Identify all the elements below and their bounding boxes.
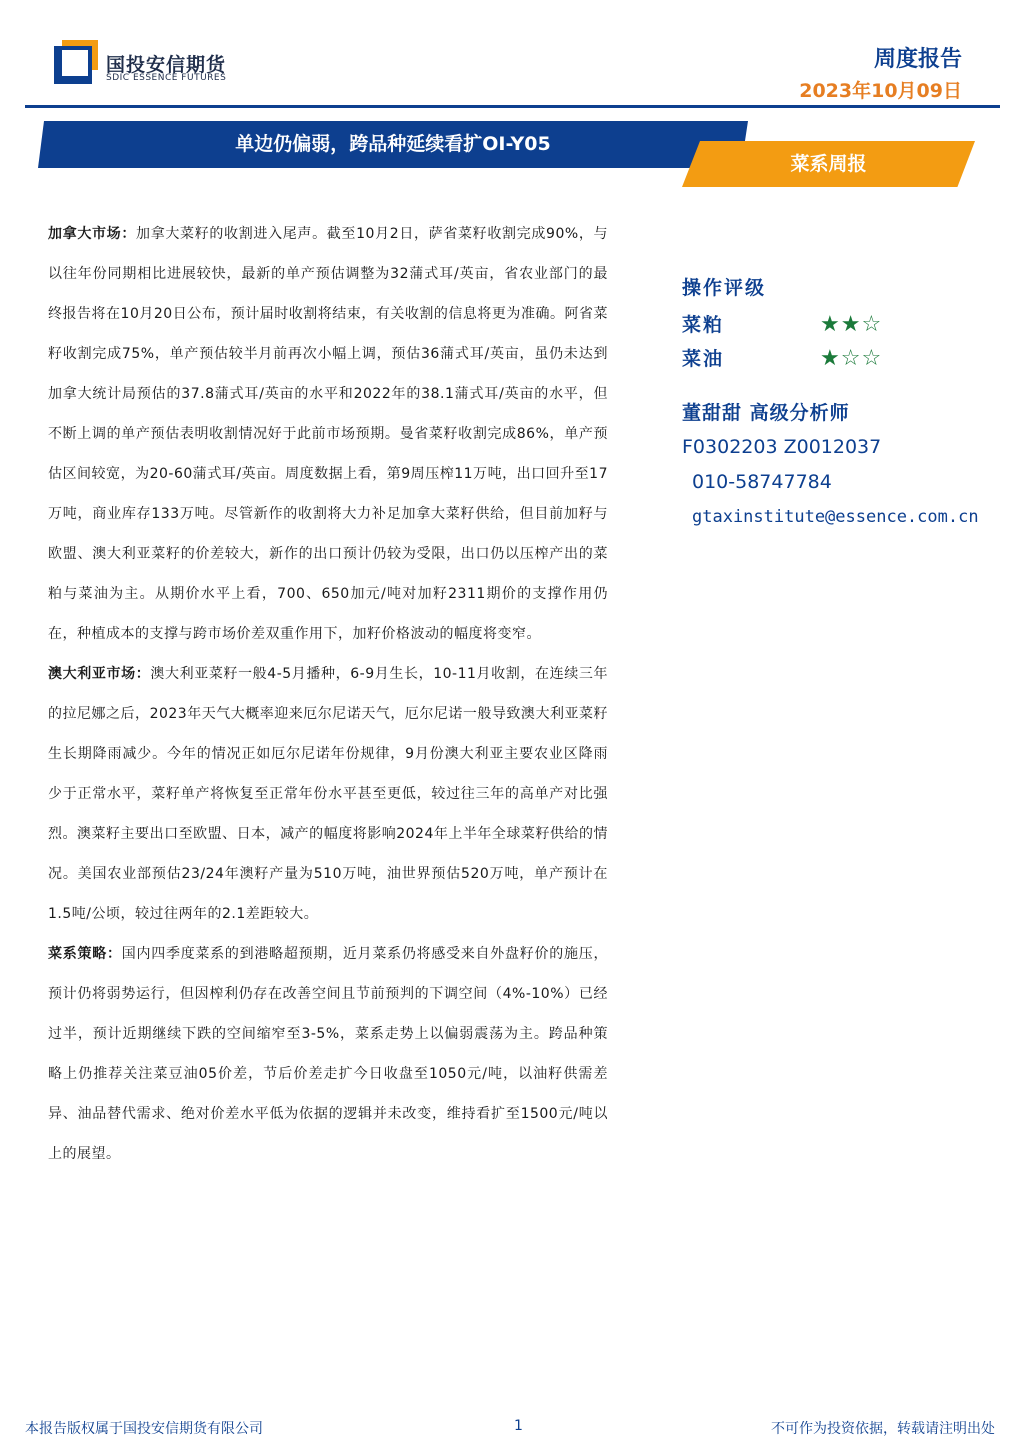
company-name-en: SDIC ESSENCE FUTURES	[106, 73, 227, 83]
paragraph-text: 国内四季度菜系的到港略超预期，近月菜系仍将感受来自外盘籽价的施压，预计仍将弱势运行，但因榨利仍存在改善空间且节前预判的下调空间（4%-10%）已经过半，预计近期继续下跌的空间缩窄至3-5%，菜系走势上以偏弱震荡为主。跨品种策略上仍推荐关注菜豆油05价差，节后价差走扩今日收盘至1050元/吨，以油籽供需差异、油品替代需求、绝对价差水平低为依据的逻辑并未改变，维持看扩至1500元/吨以上的展望。	[48, 946, 609, 1162]
footer-disclaimer: 不可作为投资依据，转载请注明出处	[771, 1421, 995, 1437]
rating-title: 操作评级	[682, 277, 767, 299]
category-tag-label: 菜系周报	[790, 153, 867, 175]
paragraph-lead: 澳大利亚市场：	[48, 666, 151, 682]
paragraph-lead: 加拿大市场：	[48, 226, 137, 242]
report-body	[48, 214, 608, 1174]
star-rating-icon: ★★☆	[820, 312, 883, 337]
rating-name: 菜粕	[682, 314, 725, 336]
sidebar	[682, 272, 1012, 535]
report-type: 周度报告	[873, 47, 962, 72]
header-divider	[25, 105, 1000, 108]
company-name-cn: 国投安信期货	[106, 54, 227, 76]
rating-name: 菜油	[682, 348, 725, 370]
paragraph-australia	[48, 654, 608, 934]
analyst-license: F0302203 Z0012037	[682, 436, 882, 458]
report-title: 单边仍偏弱，跨品种延续看扩OI-Y05	[235, 133, 551, 155]
footer-copyright: 本报告版权属于国投安信期货有限公司	[25, 1421, 263, 1437]
analyst-phone: 010-58747784	[692, 471, 832, 493]
paragraph-canada	[48, 214, 608, 654]
rating-row-meal	[682, 308, 1012, 342]
analyst-name: 董甜甜 高级分析师	[682, 402, 850, 424]
paragraph-text: 加拿大菜籽的收割进入尾声。截至10月2日，萨省菜籽收割完成90%，与以往年份同期相比进展较快，最新的单产预估调整为32蒲式耳/英亩，省农业部门的最终报告将在10月20日公布，预计届时收割将结束，有关收割的信息将更为准确。阿省菜籽收割完成75%，单产预估较半月前再次小幅上调，预估36蒲式耳/英亩，虽仍未达到加拿大统计局预估的37.8蒲式耳/英亩的水平和2022年的38.1蒲式耳/英亩的水平，但不断上调的单产预估表明收割情况好于此前市场预期。曼省菜籽收割完成86%，单产预估区间较宽，为20-60蒲式耳/英亩。周度数据上看，第9周压榨11万吨，出口回升至17万吨，商业库存133万吨。尽管新作的收割将大力补足加拿大菜籽供给，但目前加籽与欧盟、澳大利亚菜籽的价差较大，新作的出口预计仍较为受限，出口仍以压榨产出的菜粕与菜油为主。从期价水平上看，700、650加元/吨对加籽2311期价的支撑作用仍在，种植成本的支撑与跨市场价差双重作用下，加籽价格波动的幅度将变窄。	[48, 226, 608, 642]
report-date: 2023年10月09日	[799, 80, 962, 102]
page-number: 1	[514, 1418, 523, 1434]
paragraph-strategy	[48, 934, 608, 1174]
paragraph-lead: 菜系策略：	[48, 946, 122, 962]
analyst-email[interactable]: gtaxinstitute@essence.com.cn	[692, 507, 979, 527]
star-rating-icon: ★☆☆	[820, 346, 883, 371]
paragraph-text: 澳大利亚菜籽一般4-5月播种，6-9月生长，10-11月收割，在连续三年的拉尼娜之后，2023年天气大概率迎来厄尔尼诺天气，厄尔尼诺一般导致澳大利亚菜籽生长期降雨减少。今年的情况正如厄尔尼诺年份规律，9月份澳大利亚主要农业区降雨少于正常水平，菜籽单产将恢复至正常年份水平甚至更低，较过往三年的高单产对比强烈。澳菜籽主要出口至欧盟、日本，减产的幅度将影响2024年上半年全球菜籽供给的情况。美国农业部预估23/24年澳籽产量为510万吨，油世界预估520万吨，单产预计在1.5吨/公顷，较过往两年的2.1差距较大。	[48, 666, 608, 922]
company-logo-mark	[54, 40, 98, 84]
rating-row-oil	[682, 342, 1012, 376]
